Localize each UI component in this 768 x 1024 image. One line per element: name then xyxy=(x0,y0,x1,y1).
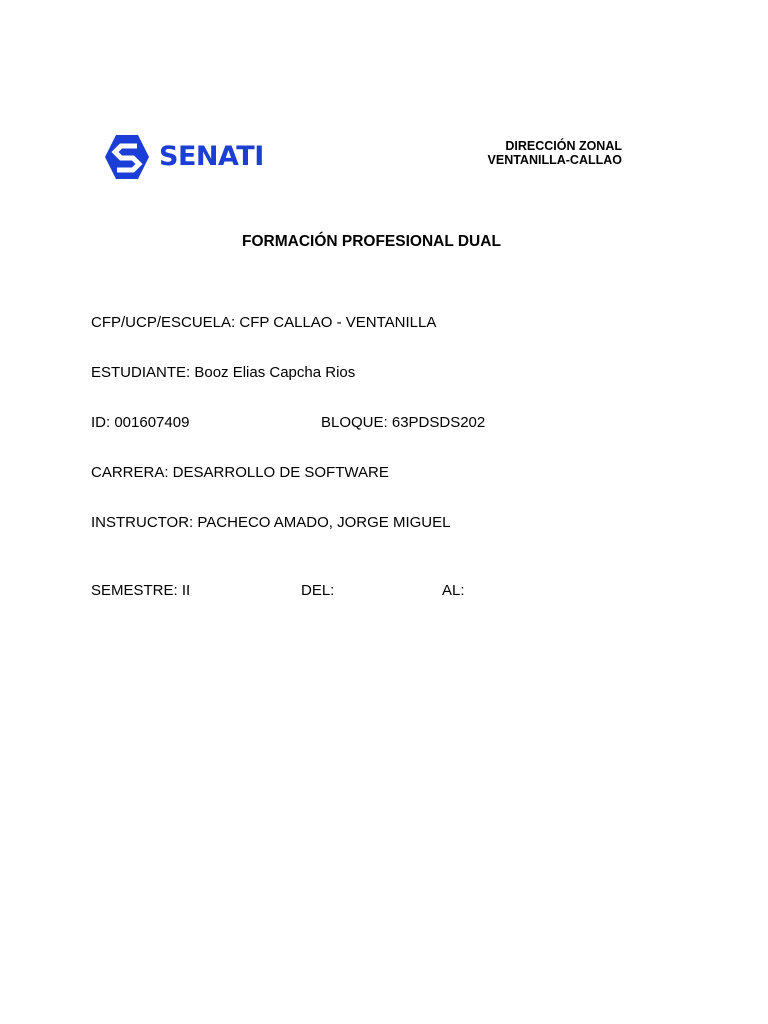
student-field: ESTUDIANTE: Booz Elias Capcha Rios xyxy=(91,364,356,381)
brand-name: SENATI xyxy=(159,141,264,172)
cfp-field: CFP/UCP/ESCUELA: CFP CALLAO - VENTANILLA xyxy=(91,314,437,331)
id-field: ID: 001607409 xyxy=(91,414,190,431)
instructor-field: INSTRUCTOR: PACHECO AMADO, JORGE MIGUEL xyxy=(91,514,451,531)
direction-line-1: DIRECCIÓN ZONAL xyxy=(505,139,622,153)
senati-logo-icon xyxy=(104,134,150,180)
senati-logo xyxy=(104,134,264,180)
document-title: FORMACIÓN PROFESIONAL DUAL xyxy=(242,233,501,250)
career-field: CARRERA: DESARROLLO DE SOFTWARE xyxy=(91,464,389,481)
direction-zonal xyxy=(488,139,622,167)
direction-line-2: VENTANILLA-CALLAO xyxy=(487,153,622,167)
to-field: AL: xyxy=(442,582,465,599)
block-field: BLOQUE: 63PDSDS202 xyxy=(321,414,486,431)
semester-field: SEMESTRE: II xyxy=(91,582,191,599)
from-field: DEL: xyxy=(301,582,335,599)
